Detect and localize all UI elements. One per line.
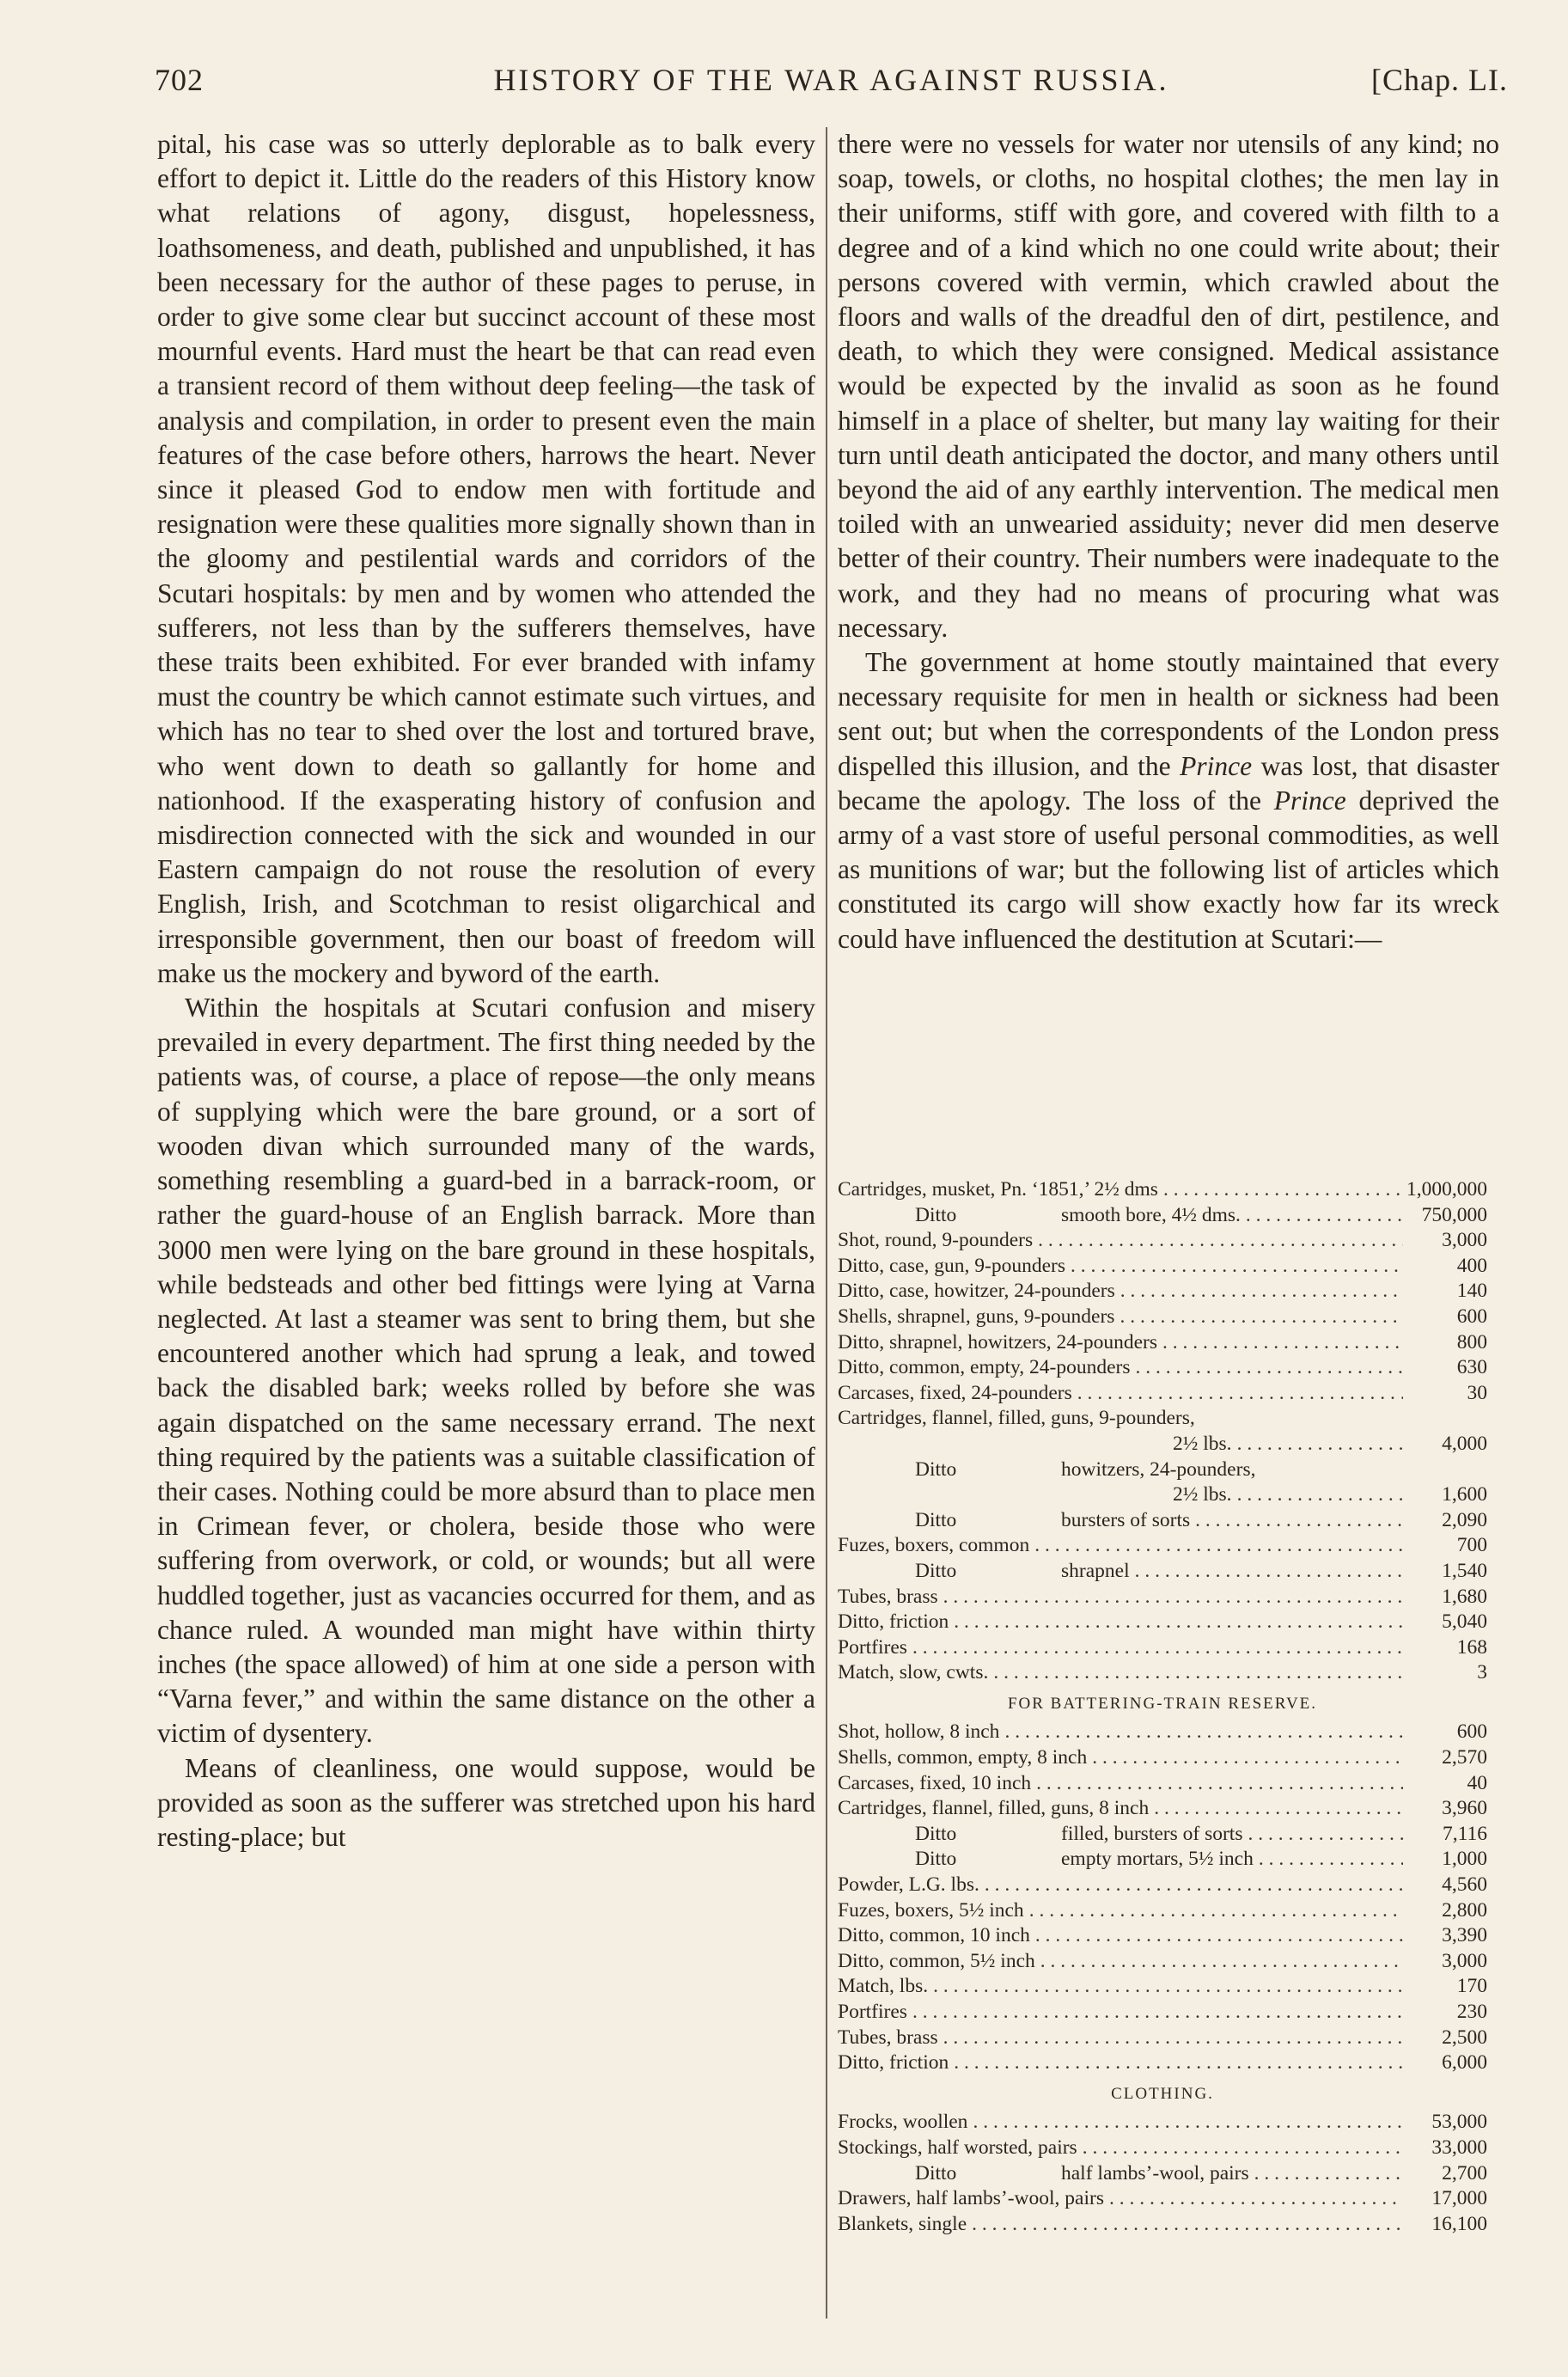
- dot-leader: [972, 2212, 1403, 2238]
- cargo-item: Shells, common, empty, 8 inch: [838, 1746, 1088, 1769]
- cargo-row-continued: [838, 1482, 1487, 1508]
- cargo-item: Ditto, case, gun, 9-pounders: [838, 1254, 1065, 1277]
- cargo-item: Portfires: [838, 1635, 907, 1659]
- cargo-row: [838, 1822, 1487, 1848]
- cargo-row: [838, 2136, 1487, 2161]
- dot-leader: [1092, 1745, 1403, 1771]
- cargo-item-detail: howitzers, 24-pounders,: [1061, 1457, 1256, 1481]
- cargo-item: Drawers, half lambs’-wool, pairs: [838, 2187, 1104, 2210]
- running-title: HISTORY OF THE WAR AGAINST RUSSIA.: [493, 63, 1169, 97]
- cargo-quantity: 33,000: [1431, 2136, 1487, 2159]
- cargo-row: [838, 1923, 1487, 1949]
- cargo-item-detail: filled, bursters of sorts: [1061, 1822, 1243, 1845]
- column-divider: [826, 127, 827, 2319]
- cargo-row: [838, 1974, 1487, 2000]
- cargo-quantity: 3,000: [1442, 1229, 1487, 1252]
- cargo-item: Ditto: [915, 1457, 957, 1481]
- cargo-item: Ditto, common, 10 inch: [838, 1924, 1030, 1947]
- cargo-row: [838, 1559, 1487, 1585]
- cargo-item: Ditto, case, howitzer, 24-pounders: [838, 1280, 1115, 1303]
- dot-leader: [1071, 1254, 1403, 1280]
- cargo-item: Ditto: [915, 1822, 957, 1845]
- cargo-quantity: 2,570: [1442, 1746, 1487, 1769]
- cargo-item: Match, lbs.: [838, 1975, 929, 1998]
- cargo-row: [838, 2110, 1487, 2136]
- cargo-quantity: 168: [1456, 1635, 1487, 1659]
- cargo-quantity: 600: [1456, 1305, 1487, 1328]
- cargo-quantity: 7,116: [1442, 1822, 1487, 1845]
- cargo-item: Ditto, common, 5½ inch: [838, 1949, 1035, 1972]
- cargo-row: [838, 1660, 1487, 1686]
- cargo-item: Carcases, fixed, 24-pounders: [838, 1381, 1072, 1404]
- cargo-item: Shot, round, 9-pounders: [838, 1229, 1034, 1252]
- cargo-item: Fuzes, boxers, 5½ inch: [838, 1898, 1024, 1922]
- dot-leader: [1029, 1898, 1403, 1924]
- cargo-item-detail: bursters of sorts: [1061, 1508, 1191, 1531]
- cargo-quantity: 3,000: [1442, 1949, 1487, 1972]
- dot-leader: [1237, 1432, 1403, 1457]
- dot-leader: [1120, 1305, 1403, 1330]
- cargo-item: Ditto: [915, 2161, 957, 2185]
- cargo-row: [838, 1949, 1487, 1975]
- cargo-row: [838, 2212, 1487, 2238]
- cargo-quantity: 17,000: [1431, 2187, 1487, 2210]
- cargo-row: [838, 1771, 1487, 1797]
- cargo-quantity: 1,000,000: [1406, 1178, 1487, 1201]
- dot-leader: [1246, 1203, 1403, 1229]
- cargo-quantity: 1,000: [1442, 1848, 1487, 1871]
- cargo-quantity: 4,560: [1442, 1873, 1487, 1897]
- cargo-quantity: 3,960: [1442, 1797, 1487, 1820]
- cargo-item: Frocks, woollen: [838, 2111, 968, 2134]
- cargo-row: [838, 1406, 1487, 1432]
- cargo-row: [838, 1254, 1487, 1280]
- cargo-quantity: 630: [1456, 1356, 1487, 1379]
- cargo-item: Shot, hollow, 8 inch: [838, 1720, 1000, 1744]
- dot-leader: [985, 1873, 1403, 1898]
- dot-leader: [1035, 1923, 1403, 1949]
- cargo-item: Shells, shrapnel, guns, 9-pounders: [838, 1305, 1115, 1328]
- cargo-row: [838, 1745, 1487, 1771]
- cargo-row: [838, 1847, 1487, 1873]
- cargo-item: Cartridges, flannel, filled, guns, 8 inch: [838, 1797, 1150, 1820]
- dot-leader: [1195, 1508, 1403, 1534]
- dot-leader: [1038, 1228, 1403, 1254]
- dot-leader: [1154, 1796, 1403, 1822]
- cargo-quantity: 140: [1456, 1280, 1487, 1303]
- cargo-row: [838, 2050, 1487, 2076]
- cargo-quantity: 1,680: [1442, 1585, 1487, 1608]
- cargo-item: Ditto: [915, 1203, 957, 1226]
- cargo-quantity: 5,040: [1442, 1610, 1487, 1634]
- cargo-quantity: 750,000: [1421, 1203, 1487, 1226]
- dot-leader: [1109, 2186, 1403, 2212]
- cargo-quantity: 800: [1456, 1330, 1487, 1353]
- dot-leader: [954, 2050, 1403, 2076]
- cargo-row: [838, 1635, 1487, 1661]
- cargo-row: [838, 2026, 1487, 2051]
- cargo-quantity: 700: [1456, 1534, 1487, 1557]
- cargo-row: [838, 1533, 1487, 1559]
- dot-leader: [1083, 2136, 1403, 2161]
- munitions-list: [838, 1177, 1487, 1686]
- dot-leader: [912, 1635, 1403, 1661]
- dot-leader: [943, 1585, 1403, 1610]
- chapter-label: [Chap. LI.: [1371, 63, 1508, 97]
- right-paragraph-2: [838, 645, 1499, 956]
- dot-leader: [943, 2026, 1403, 2051]
- cargo-item: Fuzes, boxers, common: [838, 1534, 1030, 1557]
- cargo-row: [838, 1305, 1487, 1330]
- cargo-row: [838, 1585, 1487, 1610]
- cargo-row: [838, 1330, 1487, 1356]
- dot-leader: [1136, 1355, 1404, 1381]
- cargo-item: Ditto, common, empty, 24-pounders: [838, 1356, 1131, 1379]
- left-paragraph-2: Within the hospitals at Scutari confusion and misery prevailed in every department. The first thing needed by the patients was, of course, a place of repose—the only means of supplying which were the bare ground, or a sort of wooden divan which surrounded many of the wards, something resembling a guard-bed in a barrack-room, or rather the guard-house of an English barrack. More than 3000 men were lying on the bare ground in these hospitals, while bedsteads and other bed fittings were lying at Varna neglected. At last a steamer was sent to bring them, but she encountered another which had sprung a leak, and towed back the disabled bark; weeks rolled by before she was again dispatched on the same necessary errand. The next thing required by the patients was a suitable classification of their cases. Nothing could be more absurd than to place men in Crimean fever, or cholera, beside those who were suffering from overwork, or cold, or wounds; but all were huddled together, just as vacancies occurred for them, and as chance ruled. A wounded man might have within thirty inches (the space allowed) of him at one side a person with “Varna fever,” and within the same distance on the other a victim of dysentery.: [157, 993, 815, 1749]
- cargo-row: [838, 2186, 1487, 2212]
- cargo-item: Ditto, friction: [838, 2051, 949, 2075]
- cargo-item: Powder, L.G. lbs.: [838, 1873, 979, 1897]
- cargo-item-detail: smooth bore, 4½ dms.: [1061, 1203, 1241, 1226]
- cargo-row-continued: [838, 1432, 1487, 1457]
- left-column: [157, 127, 815, 1855]
- dot-leader: [1162, 1330, 1403, 1356]
- cargo-quantity: 3,390: [1442, 1924, 1487, 1947]
- cargo-item: Ditto, shrapnel, howitzers, 24-pounders: [838, 1330, 1158, 1353]
- paragraph-text: was lost, that disaster became the apology. The loss of the: [838, 750, 1500, 816]
- cargo-quantity: 40: [1467, 1771, 1487, 1794]
- paragraph-text: deprived the army of a vast store of useful personal commodities, as well as munitions of war; but the following list of articles which constituted its cargo will show exactly how far its wreck could have influenced the destitution at Scutari:—: [838, 785, 1500, 954]
- paragraph-text: The government at home stoutly maintained that every necessary requisite for men in health or sickness had been sent out; but when the correspondents of the London press dispelled this illusion, and the: [838, 647, 1499, 781]
- cargo-item: Ditto, friction: [838, 1610, 949, 1634]
- cargo-quantity: 1,600: [1442, 1483, 1487, 1506]
- clothing-heading: CLOTHING.: [1111, 2084, 1214, 2103]
- cargo-quantity: 2,500: [1442, 2026, 1487, 2049]
- cargo-quantity: 30: [1467, 1381, 1487, 1404]
- left-paragraph-3: Means of cleanliness, one would suppose, would be provided as soon as the sufferer was stretched upon his hard resting-place; but: [157, 1752, 815, 1852]
- cargo-quantity: 6,000: [1442, 2051, 1487, 2075]
- cargo-item-detail: half lambs’-wool, pairs: [1061, 2161, 1249, 2185]
- dot-leader: [1036, 1771, 1403, 1797]
- cargo-quantity: 400: [1456, 1254, 1487, 1277]
- dot-leader: [954, 1610, 1403, 1635]
- dot-leader: [973, 2110, 1403, 2136]
- cargo-quantity: 2,090: [1442, 1508, 1487, 1531]
- dot-leader: [1120, 1279, 1403, 1305]
- cargo-item: Portfires: [838, 2001, 907, 2023]
- dot-leader: [1163, 1177, 1401, 1203]
- dot-leader: [1040, 1949, 1403, 1975]
- cargo-row: [838, 1279, 1487, 1305]
- dot-leader: [1259, 1847, 1403, 1873]
- cargo-row: [838, 1720, 1487, 1745]
- right-paragraph-1: there were no vessels for water nor utensils of any kind; no soap, towels, or cloths, no hospital clothes; the men lay in their uniforms, stiff with gore, and covered with filth to a degree and of a kind which no one could write about; their persons covered with vermin, which crawled about the floors and walls of the dreadful den of dirt, pestilence, and death, to which they were consigned. Medical assistance would be expected by the invalid as soon as he found himself in a place of shelter, but many lay waiting for their turn until death anticipated the doctor, and many others until beyond the aid of any earthly intervention. The medical men toiled with an unwearied assiduity; never did men deserve better of their country. Their numbers were inadequate to the work, and they had no means of procuring what was necessary.: [838, 129, 1499, 643]
- cargo-row: [838, 1873, 1487, 1898]
- cargo-item: Ditto: [915, 1508, 957, 1531]
- dot-leader: [1254, 2161, 1403, 2187]
- clothing-list: [838, 2110, 1487, 2237]
- cargo-item: Stockings, half worsted, pairs: [838, 2136, 1077, 2159]
- dot-leader: [933, 1974, 1403, 2000]
- cargo-row: [838, 1796, 1487, 1822]
- cargo-item-detail: shrapnel: [1061, 1559, 1130, 1582]
- dot-leader: [1034, 1533, 1403, 1559]
- cargo-item: Cartridges, musket, Pn. ‘1851,’ 2½ dms: [838, 1178, 1158, 1201]
- cargo-item: Blankets, single: [838, 2212, 967, 2235]
- dot-leader: [993, 1660, 1403, 1686]
- cargo-item: Tubes, brass: [838, 1585, 938, 1608]
- cargo-row: [838, 1898, 1487, 1924]
- cargo-row: [838, 1228, 1487, 1254]
- cargo-quantity: 53,000: [1431, 2111, 1487, 2134]
- cargo-quantity: 2,800: [1442, 1898, 1487, 1922]
- dot-leader: [1237, 1482, 1403, 1508]
- dot-leader: [1077, 1381, 1403, 1407]
- cargo-quantity: 4,000: [1442, 1432, 1487, 1455]
- cargo-quantity: 2,700: [1442, 2161, 1487, 2185]
- left-paragraph-1: pital, his case was so utterly deplorable as to balk every effort to depict it. Little do the readers of this History know what relations of agony, disgust, hopelessness, loathsomeness, and death, published and unpublished, it has been necessary for the author of these pages to peruse, in order to give some clear but succinct account of these most mournful events. Hard must the heart be that can read even a transient record of them without deep feeling—the task of analysis and compilation, in order to present even the main features of the case before others, harrows the heart. Never since it pleased God to endow men with fortitude and resignation were these qualities more signally shown than in the gloomy and pestilential wards and corridors of the Scutari hospitals: by men and by women who attended the sufferers, not less than by the sufferers themselves, have these traits been exhibited. For ever branded with infamy must the country be which cannot estimate such virtues, and which has no tear to shed over the lost and tortured brave, who went down to death so gallantly for home and nationhood. If the exasperating history of confusion and misdirection connected with the sick and wounded in our Eastern campaign do not rouse the resolution of every English, Irish, and Scotchman to resist oligarchical and irresponsible government, then our boast of freedom will make us the mockery and byword of the earth.: [157, 129, 815, 988]
- cargo-item: Match, slow, cwts.: [838, 1661, 989, 1684]
- cargo-item-detail: empty mortars, 5½ inch: [1061, 1848, 1254, 1871]
- dot-leader: [1248, 1822, 1403, 1848]
- cargo-row: [838, 1355, 1487, 1381]
- cargo-list: [838, 1177, 1487, 2237]
- right-column: [838, 127, 1499, 956]
- ship-name: Prince: [1273, 785, 1346, 816]
- cargo-quantity: 600: [1456, 1720, 1487, 1744]
- cargo-item-continued: 2½ lbs.: [1173, 1432, 1232, 1455]
- cargo-row: [838, 1610, 1487, 1635]
- cargo-item: Ditto: [915, 1559, 957, 1582]
- cargo-item-continued: 2½ lbs.: [1173, 1483, 1232, 1506]
- cargo-quantity: 170: [1456, 1975, 1487, 1998]
- dot-leader: [1135, 1559, 1403, 1585]
- cargo-quantity: 1,540: [1442, 1559, 1487, 1582]
- running-header: [155, 62, 1508, 103]
- cargo-row: [838, 1457, 1487, 1483]
- ship-name: Prince: [1180, 750, 1253, 781]
- dot-leader: [912, 2000, 1403, 2026]
- cargo-item: Cartridges, flannel, filled, guns, 9-pounders,: [838, 1407, 1195, 1430]
- page-number: 702: [155, 63, 204, 97]
- cargo-quantity: 16,100: [1431, 2212, 1487, 2235]
- dot-leader: [1004, 1720, 1403, 1745]
- cargo-item: Tubes, brass: [838, 2026, 938, 2049]
- cargo-item: Ditto: [915, 1848, 957, 1871]
- cargo-row: [838, 1203, 1487, 1229]
- cargo-quantity: 230: [1456, 2001, 1487, 2023]
- battering-train-heading: FOR BATTERING-TRAIN RESERVE.: [1007, 1694, 1318, 1713]
- battering-train-list: [838, 1720, 1487, 2075]
- cargo-row: [838, 2000, 1487, 2026]
- cargo-row: [838, 1177, 1487, 1203]
- cargo-row: [838, 2161, 1487, 2187]
- cargo-item: Carcases, fixed, 10 inch: [838, 1771, 1032, 1794]
- cargo-row: [838, 1508, 1487, 1534]
- cargo-quantity: 3: [1477, 1661, 1487, 1684]
- cargo-row: [838, 1381, 1487, 1407]
